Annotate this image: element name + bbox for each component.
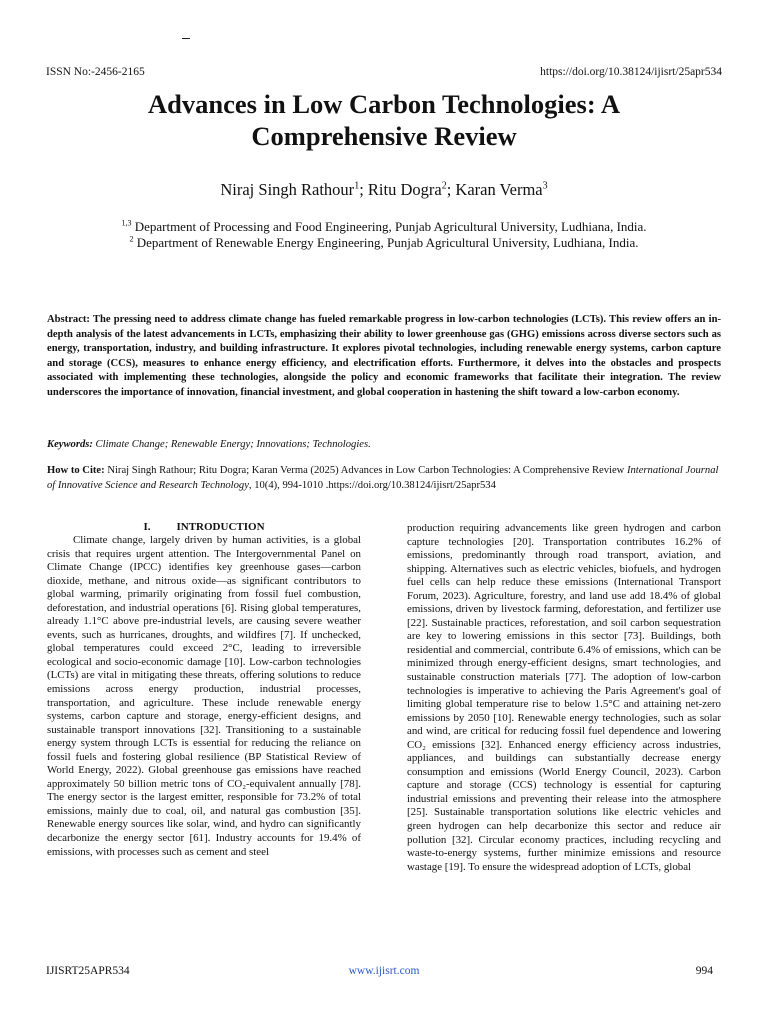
footer-paper-id: IJISRT25APR534 <box>46 965 130 977</box>
affiliation <box>0 235 768 251</box>
section-title: INTRODUCTION <box>176 521 265 533</box>
author-name: Ritu Dogra <box>367 180 442 199</box>
citation-label: How to Cite: <box>47 465 105 476</box>
affiliation-superscript: 2 <box>129 234 134 244</box>
author-separator: ; <box>359 180 368 199</box>
author-superscript: 2 <box>441 180 447 192</box>
keywords-value: Climate Change; Renewable Energy; Innovations; Technologies. <box>92 439 371 450</box>
body-column-left <box>47 534 361 859</box>
abstract: Abstract: The pressing need to address climate change has fueled remarkable progress in low-carbon technologies (LCTs). This review offers an in-depth analysis of the latest advancements in LCTs, emphasizing their ability to lower greenhouse gas (GHG) emissions across diverse sectors such as energy, transportation, industry, and building infrastructure. It explores pivotal technologies, including renewable energy systems, carbon capture and storage (CCS), measures to enhance energy efficiency, and electrification efforts. Furthermore, it delves into the obstacles and prospects associated with implementing these technologies, alongside the policy and economic frameworks that facilitate their integration. The review underscores the importance of innovation, financial investment, and global cooperation in hastening the shift toward a low-carbon economy. <box>47 314 721 398</box>
body-column-right: production requiring advancements like green hydrogen and carbon capture technologies [20]. Transportation contributes 16.2% of emissions, predominantly through road transport, aviation, and shipping. Alternatives such as electric vehicles, biofuels, and hydrogen fuel cells can help reduce these emissions (International Transport Forum, 2023). Agriculture, forestry, and land use add 18.4% of global emissions, driven by livestock farming, deforestation, and fertilizer use [22]. Sustainable practices, reforestation, and soil carbon sequestration are key to lowering emissions in this sector [73]. Buildings, both residential and commercial, contribute 6.4% of emissions, which can be minimized through energy-efficient designs, smart technologies, and sustainable construction materials [77]. The adoption of low-carbon technologies is imperative to achieving the Paris Agreement's goal of limiting global temperature rise to below 1.5°C and attaining net-zero emissions by 2050 [10]. Renewable energy technologies, such as solar and wind, are critical for reducing fossil fuel dependence and lowering CO₂ emissions [32]. Enhanced energy efficiency across industries, appliances, and buildings can substantially decrease energy consumption and emissions (World Energy Council, 2023). Carbon capture and storage (CCS) technology is essential for capturing industrial emissions and preventing their release into the atmosphere [25]. Sustainable transportation solutions like electric vehicles and green hydrogen can help decarbonize this sector and reduce air pollution [32]. Circular economy practices, including recycling and waste-to-energy systems, further minimize emissions and resource wastage [19]. To ensure the widespread adoption of LCTs, global <box>407 522 721 873</box>
body-text-left: Climate change, largely driven by human activities, is a global crisis that requires urgent attention. The Intergovernmental Panel on Climate Change (IPCC) identifies key greenhouse gases—carbon dioxide, methane, and nitrous oxide—as significant contributors to global warming, primarily originating from fossil fuel combustion, deforestation, and industrial operations [6]. Rising global temperatures, already 1.1°C above pre-industrial levels, are causing severe weather events, such as hurricanes, droughts, and wildfires [7]. If unchecked, global temperatures could exceed 2°C, leading to irreversible ecological and socio-economic damage [10]. Low-carbon technologies (LCTs) are vital in mitigating these threats, offering solutions to reduce emissions across energy production, industrial processes, transportation, and agriculture. These include renewable energy systems, carbon capture and storage, energy-efficient designs, and sustainable transport innovations [32]. Transitioning to a sustainable energy system through LCTs is essential for reducing the reliance on fossil fuels and fostering global resilience (BP Statistical Review of World Energy, 2022). Global greenhouse gas emissions have reached approximately 50 billion metric tons of CO₂-equivalent annually [78]. The energy sector is the largest emitter, responsible for 73.2% of total emissions, mainly due to coal, oil, and natural gas combustion [35]. Renewable energy sources like solar, wind, and hydro can significantly decarbonize the energy sector [61]. Industry accounts for 19.4% of emissions, with processes such as cement and steel <box>47 534 361 858</box>
paper-title: Advances in Low Carbon Technologies: A Comprehensive Review <box>148 89 620 151</box>
keywords <box>47 439 721 450</box>
affiliation <box>0 219 768 235</box>
citation <box>47 464 721 493</box>
affiliation-text: Department of Renewable Energy Engineering, Punjab Agricultural University, Ludhiana, India. <box>133 235 639 250</box>
author-name: Niraj Singh Rathour <box>220 180 355 199</box>
author-superscript: 3 <box>542 180 548 192</box>
citation-details: , 10(4), 994-1010 .https://doi.org/10.38124/ijisrt/25apr534 <box>248 479 496 491</box>
footer-website-link[interactable]: www.ijisrt.com <box>348 965 420 977</box>
author-superscript: 1 <box>354 180 360 192</box>
doi-link-header[interactable]: https://doi.org/10.38124/ijisrt/25apr534 <box>540 66 722 78</box>
affiliation-text: Department of Processing and Food Engineering, Punjab Agricultural University, Ludhiana, India. <box>131 219 647 234</box>
keywords-label: Keywords: <box>47 439 93 450</box>
section-number: I. <box>143 521 151 533</box>
issn-number: ISSN No:-2456-2165 <box>46 66 145 78</box>
section-heading <box>47 521 361 533</box>
affiliation-superscript: 1,3 <box>121 218 132 228</box>
author-separator: ; <box>446 180 456 199</box>
author-list <box>0 180 768 200</box>
citation-journal: International Journal of Innovative Science and Research Technology <box>47 465 719 491</box>
author-name: Karan Verma <box>455 180 543 199</box>
citation-text: Niraj Singh Rathour; Ritu Dogra; Karan Verma (2025) Advances in Low Carbon Technologies: A Comprehensive Review <box>104 465 627 476</box>
footer-page-number: 994 <box>695 965 713 977</box>
header-dash <box>182 38 190 39</box>
